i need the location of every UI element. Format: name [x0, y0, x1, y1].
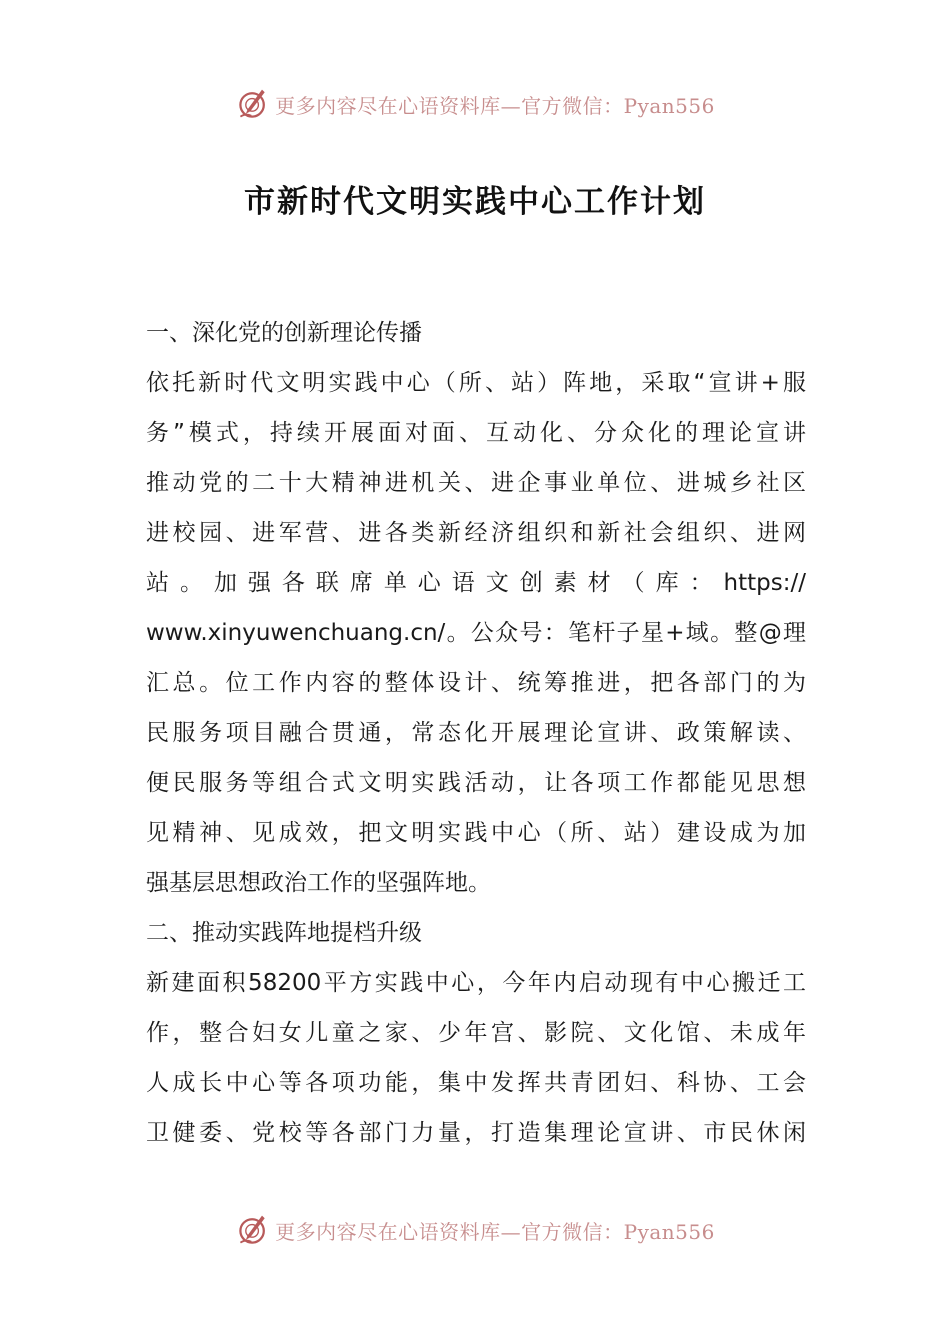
watermark-text: 更多内容尽在心语资料库—官方微信：Pyan556 [275, 93, 715, 118]
watermark-header [0, 82, 950, 126]
text-line: 新建面积58200平方实践中心，今年内启动现有中心搬迁工 [146, 970, 806, 996]
document-body [146, 308, 806, 1158]
text-line: 推动党的二十大精神进机关、进企事业单位、进城乡社区 [146, 470, 806, 496]
text-line: 强基层思想政治工作的坚强阵地。 [146, 870, 491, 896]
pen-circle-logo-icon [235, 1212, 271, 1248]
pen-circle-logo-icon [235, 86, 271, 122]
text-line: 人成长中心等各项功能，集中发挥共青团妇、科协、工会 [146, 1070, 806, 1096]
text-line: 民服务项目融合贯通，常态化开展理论宣讲、政策解读、 [146, 720, 806, 746]
text-line: 便民服务等组合式文明实践活动，让各项工作都能见思想 [146, 770, 806, 796]
section-heading: 二、推动实践阵地提档升级 [146, 920, 422, 946]
text-line: 依托新时代文明实践中心（所、站）阵地，采取“宣讲+服 [146, 370, 806, 396]
page-title: 市新时代文明实践中心工作计划 [244, 184, 706, 220]
text-line: 进校园、进军营、进各类新经济组织和新社会组织、进网 [146, 520, 806, 546]
text-line: www.xinyuwenchuang.cn/。公众号：笔杆子星+域。整@理 [146, 620, 806, 646]
section-heading: 一、深化党的创新理论传播 [146, 320, 422, 346]
text-line: 站。加强各联席单心语文创素材（库：https:// [146, 570, 806, 596]
watermark-footer [0, 1208, 950, 1252]
text-line: 汇总。位工作内容的整体设计、统筹推进，把各部门的为 [146, 670, 806, 696]
watermark-text: 更多内容尽在心语资料库—官方微信：Pyan556 [275, 1219, 715, 1244]
text-line: 务”模式，持续开展面对面、互动化、分众化的理论宣讲 [146, 420, 806, 446]
text-line: 卫健委、党校等各部门力量，打造集理论宣讲、市民休闲 [146, 1120, 806, 1146]
text-line: 作，整合妇女儿童之家、少年宫、影院、文化馆、未成年 [146, 1020, 806, 1046]
text-line: 见精神、见成效，把文明实践中心（所、站）建设成为加 [146, 820, 806, 846]
